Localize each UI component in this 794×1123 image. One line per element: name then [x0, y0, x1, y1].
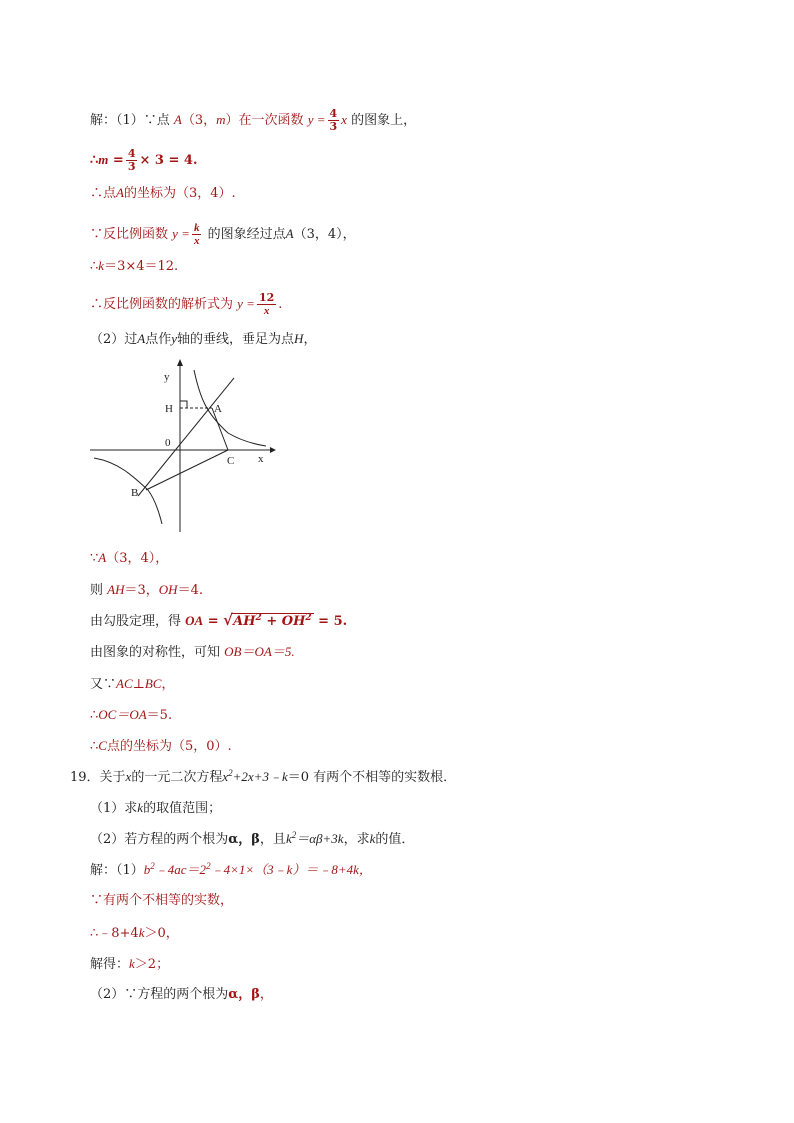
- solution-line-1: 解：（1）∵点 A（3，m）在一次函数 y = $\frac{4}{3}$ x 的图象上，: [90, 107, 417, 133]
- line-ab: [138, 378, 234, 496]
- solution-line-5: ∴k＝3×4＝12.: [90, 258, 179, 274]
- question-19-part-1: （1）求k的取值范围；: [90, 800, 222, 816]
- right-angle-marker: [180, 401, 187, 408]
- solution-line-6: ∴反比例函数的解析式为 y = $\frac{12}{x}$ .: [90, 291, 283, 317]
- label-h: H: [165, 403, 173, 415]
- fraction-4-3: $\frac{4}{3}$: [329, 107, 338, 133]
- solution-line-3: ∴点A的坐标为（3，4）.: [90, 185, 236, 201]
- label-x: x: [258, 453, 264, 465]
- solution-line-9: 则 AH＝3，OH＝4.: [90, 582, 203, 598]
- question-19: 19．关于x的一元二次方程$x^2+2x+3﹣k=0$ 有两个不相等的实数根．: [70, 768, 457, 785]
- hyperbola-branch-lower: [94, 458, 162, 524]
- fraction-4-3-b: $\frac{4}{3}$: [127, 147, 136, 173]
- solution-19-line-1: 解：$(1)b^2﹣4ac=2^2﹣4\times 1\times(3﹣k)=﹣8+4k$，: [90, 861, 372, 878]
- line-bc: [146, 450, 228, 490]
- label-a: A: [214, 403, 222, 415]
- sqrt-expression: √ $AH^2 + OH^2$: [223, 610, 312, 629]
- question-19-part-2: （2）若方程的两个根为α，β，且$k^2=\alpha\beta+3k$，求k的值．: [90, 830, 415, 847]
- solution-line-4: ∵反比例函数 y = $\frac{k}{x}$ 的图象经过点A（3，4），: [90, 222, 356, 247]
- solution-line-2: ∴m = $\frac{4}{3}$ × 3 = 4.: [90, 147, 198, 173]
- label-o: 0: [165, 437, 171, 449]
- y-arrow-icon: [177, 359, 183, 366]
- solution-line-12: 又∵AC⊥BC，: [90, 676, 175, 692]
- hyperbola-figure: [88, 358, 278, 536]
- solution-line-13: ∴OC＝OA＝5.: [90, 707, 173, 723]
- fraction-12-x: $\frac{12}{x}$: [258, 291, 275, 317]
- solution-line-14: ∴C点的坐标为（5，0）.: [90, 738, 232, 754]
- label-c: C: [227, 455, 235, 467]
- solution-19-line-5: （2）∵方程的两个根为α，β，: [90, 987, 273, 1002]
- solution-line-8: ∵A（3，4），: [90, 550, 169, 566]
- solution-19-line-3: ∴﹣8+4k＞0，: [90, 925, 179, 941]
- solution-line-7: （2）过A点作y轴的垂线，垂足为点H，: [90, 331, 317, 347]
- solution-line-10: 由勾股定理，得 OA = √ $AH^2 + OH^2 = 5$.: [90, 610, 348, 629]
- solution-line-11: 由图象的对称性，可知 OB＝OA＝5.: [90, 644, 295, 660]
- solution-19-line-2: ∵有两个不相等的实数，: [90, 893, 234, 908]
- fraction-k-x: $\frac{k}{x}$: [193, 222, 200, 247]
- label-b: B: [131, 487, 139, 499]
- hyperbola-branch-upper: [194, 370, 266, 446]
- point-a: A: [173, 112, 182, 127]
- solution-19-line-4: 解得：k＞2；: [90, 956, 170, 972]
- label-y: y: [164, 371, 170, 383]
- x-arrow-icon: [270, 447, 276, 453]
